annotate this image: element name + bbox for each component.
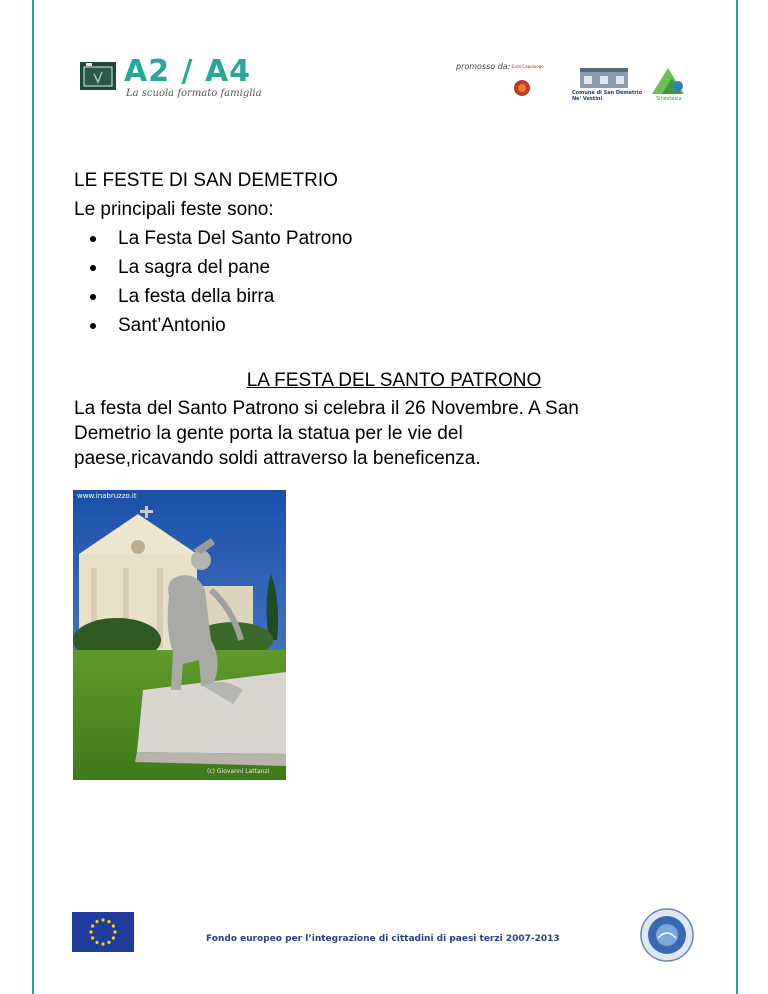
bullet-icon <box>90 323 96 329</box>
eu-flag-icon <box>72 912 134 952</box>
section-body-line: paese,ricavando soldi attraverso la beneficenza. <box>74 448 481 469</box>
mountain-icon <box>650 64 688 96</box>
intro-title: LE FESTE DI SAN DEMETRIO <box>74 170 338 191</box>
list-item <box>90 253 352 282</box>
section-title-text: LA FESTA DEL SANTO PATRONO <box>246 370 542 391</box>
ministry-seal-icon <box>640 908 694 962</box>
a2-a4-logo <box>80 54 280 104</box>
partner3-caption: Sinestesia <box>656 96 682 102</box>
partner1-caption: Ente Capoluogo <box>512 64 544 69</box>
list-item-text: La festa della birra <box>118 286 275 307</box>
bullet-icon <box>90 265 96 271</box>
photo-watermark-bottom: (c) Giovanni Lattanzi <box>207 768 270 775</box>
bullet-icon <box>90 294 96 300</box>
statue-photo <box>73 490 286 780</box>
logo-subtitle: La scuola formato famiglia <box>126 88 262 99</box>
page-border-right <box>736 0 738 994</box>
partner2-caption-1: Comune di San Demetrio <box>572 90 643 96</box>
footer-text: Fondo europeo per l’integrazione di cittadini di paesi terzi 2007-2013 <box>206 934 560 944</box>
intro-lead: Le principali feste sono: <box>74 199 274 220</box>
partner-logo-2 <box>572 68 643 102</box>
list-item-text: Sant’Antonio <box>118 315 226 336</box>
list-item-text: La sagra del pane <box>118 257 271 278</box>
list-item <box>90 282 352 311</box>
logo-title: A2 / A4 <box>124 54 252 89</box>
section-body-line: Demetrio la gente porta la statua per le vie del <box>74 423 463 444</box>
list-item <box>90 224 352 253</box>
list-item-text: La Festa Del Santo Patrono <box>118 228 353 249</box>
section-title <box>0 368 768 394</box>
emblem-icon <box>508 64 538 100</box>
partner-logo-3 <box>650 64 688 102</box>
section-body <box>74 396 714 471</box>
promoted-by-label: promosso da: <box>456 62 511 71</box>
bullet-icon <box>90 236 96 242</box>
partner-logo-1 <box>508 64 544 100</box>
page-border-left <box>32 0 34 994</box>
partner2-caption-2: Ne' Vestini <box>572 96 603 102</box>
chalkboard-icon <box>80 62 116 90</box>
feste-list <box>74 224 352 340</box>
list-item <box>90 311 352 340</box>
photo-watermark-top: www.inabruzzo.it <box>77 492 137 500</box>
intro-block <box>74 166 352 340</box>
section-body-line: La festa del Santo Patrono si celebra il 26 Novembre. A San <box>74 398 579 419</box>
building-icon <box>580 68 628 88</box>
statue-illustration <box>73 490 286 780</box>
